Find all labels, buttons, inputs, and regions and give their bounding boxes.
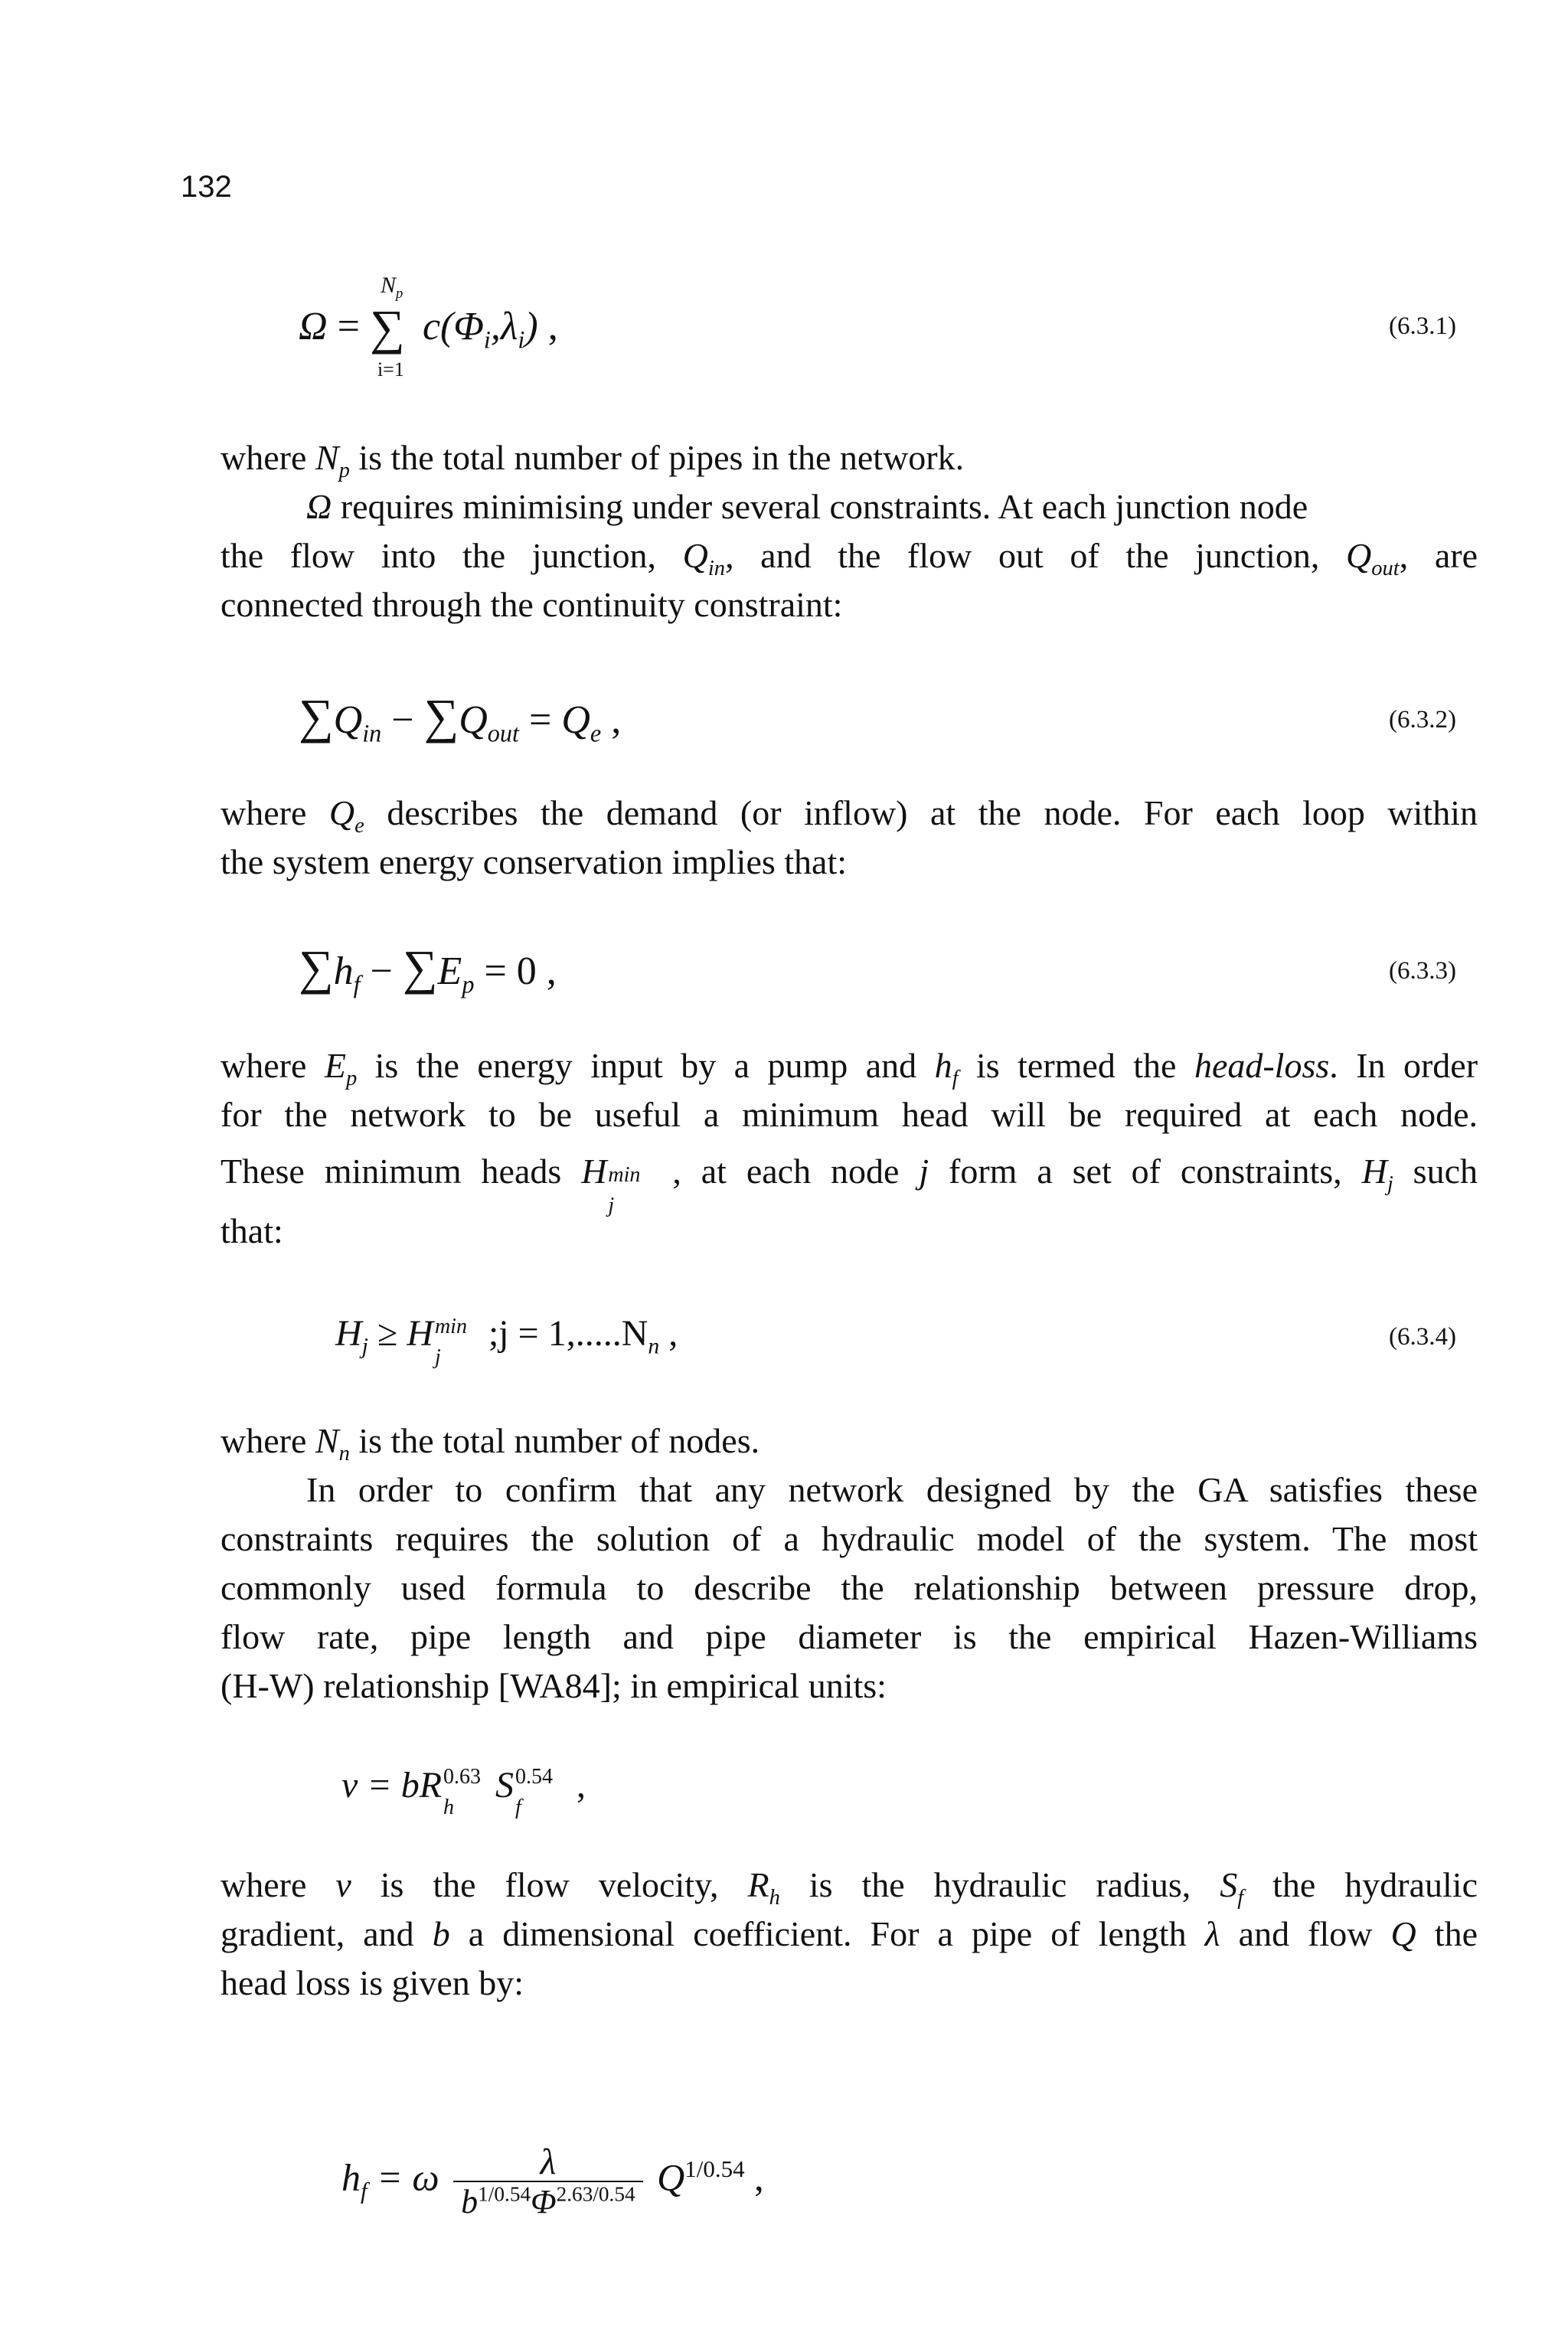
equation-6-3-2: $\sum Q_{in} - \sum Q_{out} = Q_e$ , (299, 689, 622, 747)
sigma-icon: ∑ (402, 940, 438, 995)
paragraph: Ω requires minimising under several constraints. At each junction node the flow into the junction, $Q_{in}$, and the flow out of the junction, $Q_{out}$, are connected through the continuity constraint: (220, 487, 1478, 624)
omega-symbol: Ω (299, 304, 328, 348)
equation-number: (6.3.1) (1389, 312, 1456, 340)
paragraph: where $Q_e$ describes the demand (or inflow) at the node. For each loop within the system energy conservation implies that: (220, 793, 1478, 881)
equation-6-3-4: $H_j \ge H$ min j ;j = $1,.....N_n$ , (335, 1313, 678, 1369)
equation-6-3-1: Ω = $N_p$ ∑ i=1 $c(\Phi_i,\lambda_i)$ , (299, 273, 558, 381)
paragraph: where $N_n$ is the total number of nodes. (220, 1421, 760, 1466)
sigma-icon: ∑ (369, 300, 405, 355)
paragraph: where $N_p$ is the total number of pipes in the network. (220, 438, 965, 483)
sum-lower-limit: i=1 (377, 358, 404, 381)
equation-hazen-williams: v = bR 0.63 h S 0.54 f , (341, 1765, 586, 1819)
sigma-icon: ∑ (299, 689, 334, 743)
paragraph: where $E_p$ is the energy input by a pump and $h_f$ is termed the head-loss. In order for the network to be useful a minimum head will be required at each node. These minimum heads H min j , at each node j form a set of constraints, $H_j$ such that: (220, 1046, 1478, 1250)
sigma-icon: ∑ (299, 940, 334, 995)
fraction: $\frac{\lambda}{b^{1/0.54}\Phi^{2.63/0.54}}$ (453, 2144, 642, 2219)
paragraph: In order to confirm that any network designed by the GA satisfies these constraints requires the solution of a hydraulic model of the system. The most commonly used formula to describe the relationship between pressure drop, flow rate, pipe length and pipe diameter is the empirical Hazen-Williams (H-W) relationship [WA84]; in empirical units: (220, 1470, 1478, 1705)
paragraph: where v is the flow velocity, $R_h$ is the hydraulic radius, $S_f$ the hydraulic gradient, and b a dimensional coefficient. For a pipe of length λ and flow Q the head loss is given by: (220, 1865, 1478, 2002)
equation-number: (6.3.3) (1389, 957, 1456, 985)
equation-number: (6.3.2) (1389, 706, 1456, 734)
sum-upper-limit: $N_p$ (380, 273, 403, 302)
sigma-icon: ∑ (423, 689, 459, 743)
summation (369, 273, 413, 381)
page-number: 132 (181, 170, 232, 204)
equation-6-3-3: $\sum h_f - \sum E_p = 0$ , (299, 940, 557, 998)
equation-head-loss: $h_f = \omega$ $\frac{\lambda}{b^{1/0.54}\Phi^{2.63/0.54}}$ $Q^{1/0.54}$ , (341, 2142, 764, 2221)
equation-number: (6.3.4) (1389, 1323, 1456, 1351)
